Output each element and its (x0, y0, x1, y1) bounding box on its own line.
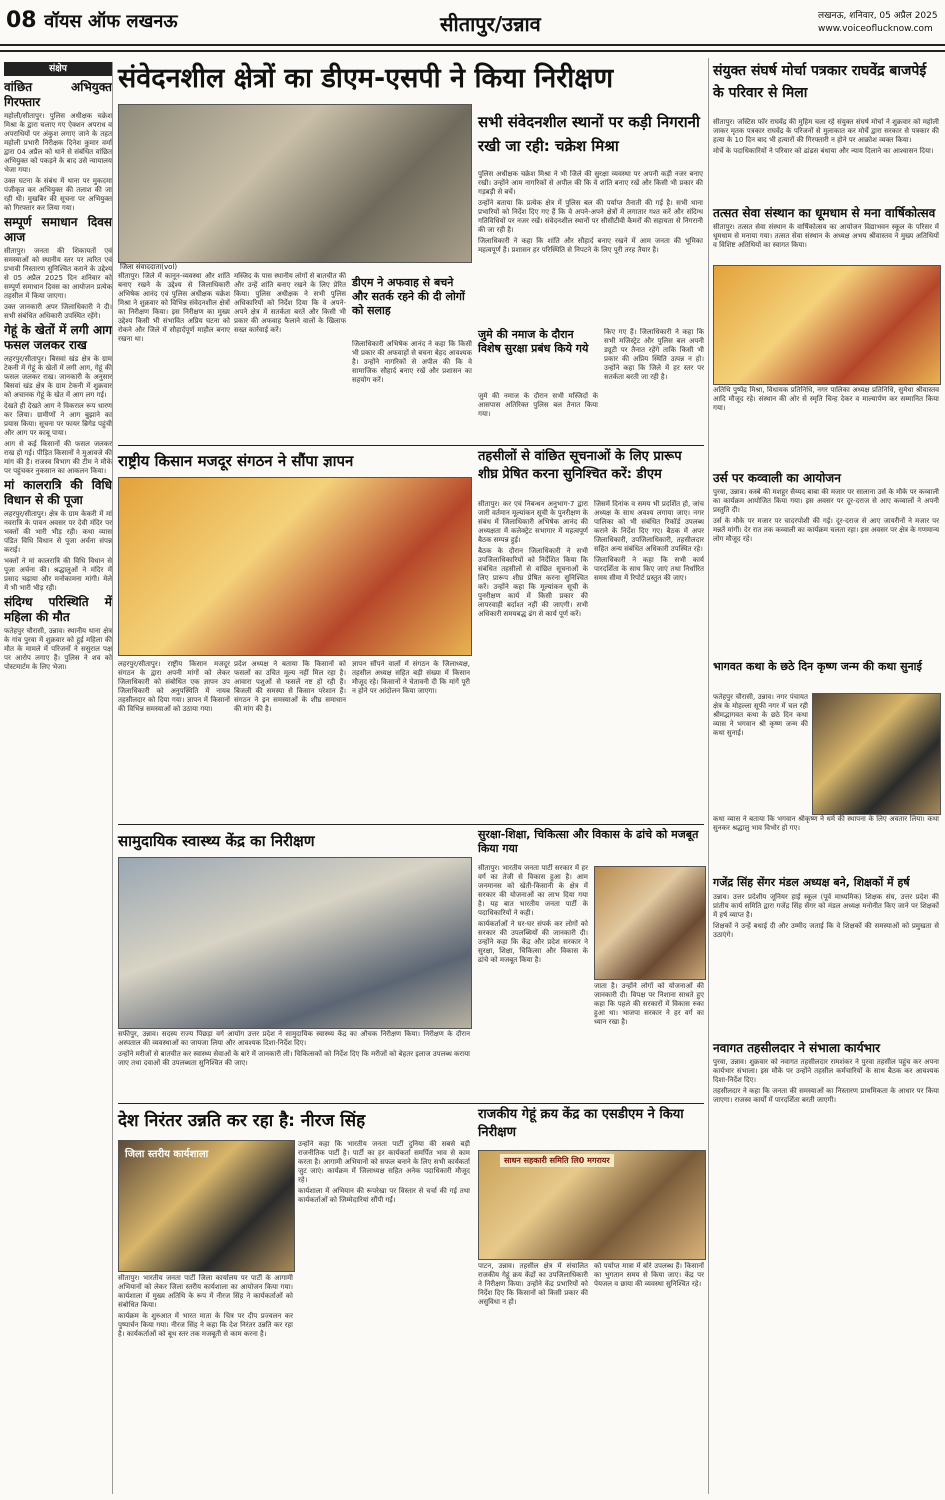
right5-text: उन्नाव। उत्तर प्रदेशीय जूनियर हाई स्कूल (पूर्व माध्यमिक) शिक्षक संघ, उत्तर प्रदेश की प्रांतीय कार्य समिति द्वारा गजेंद्र सिंह सेंगर को मंडल अध्यक्ष मनोनीत किए जाने पर शिक्षकों में हर्ष व्याप्त है। (713, 893, 939, 919)
header-rule (0, 50, 945, 52)
neeraj-extra3: कार्यशाला में अभियान की रूपरेखा पर विस्तार से चर्चा की गई तथा कार्यकर्ताओं को जिम्मेदारियां सौंपी गईं। (298, 1187, 470, 1204)
bjp-body-2 (594, 982, 704, 1100)
dateline: लखनऊ, शनिवार, 05 अप्रैल 2025 www.voiceoflucknow.com (818, 11, 938, 34)
mid2-col2-text2: जिलाधिकारी ने कहा कि सभी कार्य पारदर्शिता के साथ किए जाएं तथा निर्धारित समय सीमा में रिपोर्ट प्रस्तुत की जाए। (594, 556, 704, 582)
lead-body-col2 (234, 272, 346, 442)
brief-text-2: सीतापुर। जनता की शिकायतों एवं समस्याओं को स्थानीय स्तर पर त्वरित एवं प्रभावी निस्तारण सुनिश्चित कराने के उद्देश्य से 05 अप्रैल 2025 दिन शनिवार को सम्पूर्ण समाधान दिवस का आयोजन प्रत्येक तहसील में किया जाएगा। (4, 247, 112, 300)
right2-photo (713, 265, 941, 385)
neeraj-photo-caption: जिला स्तरीय कार्यशाला (125, 1149, 209, 1160)
brief-text-2b: उक्त जानकारी अपर जिलाधिकारी ने दी। सभी संबंधित अधिकारी उपस्थित रहेंगे। (4, 303, 112, 320)
health-body (118, 1030, 470, 1100)
wheat-extra: को पर्याप्त मात्रा में बोरे उपलब्ध हैं। किसानों का भुगतान समय से किया जाए। केंद्र पर पेयजल व छाया की व्यवस्था सुनिश्चित रहे। (594, 1262, 704, 1288)
right2-text2: अतिथि पुष्पेंद्र मिश्रा, विधायक प्रतिनिधि, नगर पालिका अध्यक्ष प्रतिनिधि, सुमेधा श्रीवास्तव आदि मौजूद रहे। संस्थान की ओर से स्मृति चिन्ह देकर व माल्यार्पण कर सम्मानित किया गया। (713, 386, 939, 412)
right4-headline: भागवत कथा के छठे दिन कृष्ण जन्म की कथा सुनाई (713, 660, 922, 673)
right6-extra: तहसीलदार ने कहा कि जनता की समस्याओं का निस्तारण प्राथमिकता के आधार पर किया जाएगा। राजस्व कार्यों में पारदर्शिता बरती जाएगी। (713, 1087, 939, 1104)
neeraj-extra: कार्यक्रम के शुरुआत में भारत माता के चित्र पर दीप प्रज्वलन कर पुष्पार्चन किया गया। नीरज सिंह ने कहा कि देश निरंतर उन्नति कर रहा है। कार्यकर्ताओं को बूथ स्तर तक मजबूती से काम करना है। (118, 1312, 293, 1338)
mid2-body-col1 (478, 500, 588, 820)
lead-body-col3 (352, 340, 472, 440)
lead-body3: पुलिस अधीक्षक चक्रेश मिश्रा ने भी जिले की सुरक्षा व्यवस्था पर अपनी कड़ी नजर बनाए रखी। उन्होंने आम नागरिकों से अपील की कि वे शांति बनाए रखें और किसी भी प्रकार की गड़बड़ी से बचें। (478, 170, 703, 196)
right4-photo (812, 693, 941, 815)
brief-text-1b: उक्त घटना के संबंध में थाना पर मुकदमा पंजीकृत कर अभियुक्त की तलाश की जा रही थी। मुखबिर की सूचना पर अभियुक्त को गिरफ्तार कर लिया गया। (4, 177, 112, 212)
right3-body (713, 488, 939, 660)
lead-kicker-2: जुमे की नमाज के दौरान विशेष सुरक्षा प्रबंध किये गये (478, 328, 589, 355)
brief-text-3: लहरपुर/सीतापुर। बिसवां खंड क्षेत्र के ग्राम टेकनी में गेहूं के खेतों में लगी आग, गेहूं की फसल जलकर राख। जानकारी के अनुसार बिसवां खंड क्षेत्र के ग्राम टेकनी में शुक्रवार को अचानक गेहूं के खेत में आग लग गई। (4, 355, 112, 399)
website-link[interactable]: www.voiceoflucknow.com (818, 24, 933, 34)
mid-body-col2 (234, 660, 346, 820)
mid-body-col1 (118, 660, 230, 820)
brief-text-3b: देखते ही देखते आग ने विकराल रूप धारण कर लिया। ग्रामीणों ने आग बुझाने का प्रयास किया। सूचना पर फायर ब्रिगेड पहुंची और आग पर काबू पाया। (4, 402, 112, 437)
right5-body (713, 893, 939, 1039)
lead-kicker-1: डीएम ने अफवाह से बचने और सतर्क रहने की दी लोगों को सलाह (352, 276, 465, 317)
bjp-text: सीतापुर। भारतीय जनता पार्टी सरकार में हर वर्ग का तेजी से विकास हुआ है। आम जनमानस को खेती-किसानी के क्षेत्र में सरकार की योजनाओं का लाभ दिया गया है। यह बात भारतीय जनता पार्टी के पदाधिकारियों ने कही। (478, 864, 588, 917)
right4-text: फतेहपुर चौरासी, उन्नाव। नगर पंचायत क्षेत्र के मोहल्ला सूफी नगर में चल रही श्रीमद्भागवत कथा के छठे दिन कथा व्यास ने भगवान श्री कृष्ण जन्म की कथा सुनाई। (713, 693, 808, 737)
section-title: सीतापुर/उन्नाव (440, 12, 541, 36)
lead-col5-text: जुमे की नमाज के दौरान सभी मस्जिदों के आसपास अतिरिक्त पुलिस बल तैनात किया गया। (478, 392, 598, 418)
bjp-headline: सुरक्षा-शिक्षा, चिकित्सा और विकास के ढांचे को मजबूत किया गया (478, 828, 699, 855)
right5-headline: गजेंद्र सिंह सेंगर मंडल अध्यक्ष बने, शिक्षकों में हर्ष (713, 876, 910, 889)
mid-photo (118, 477, 472, 656)
mid2-col2-text: जिसमें दिनांक व समय भी प्रदर्शित हो, जांच अध्यक्ष के साथ अवश्य लगाया जाए। नगर पालिका को भी संबंधित रिकॉर्ड उपलब्ध कराने के निर्देश दिए गए। बैठक में अपर जिलाधिकारी, उपजिलाधिकारी, तहसीलदार सहित अन्य संबंधित अधिकारी उपस्थित रहे। (594, 500, 704, 553)
wheat-headline: राजकीय गेहूं क्रय केंद्र का एसडीएम ने किया निरीक्षण (478, 1107, 684, 1140)
health-extra: उन्होंने मरीजों से बातचीत कर स्वास्थ्य सेवाओं के बारे में जानकारी ली। चिकित्सकों को निर्देश दिए कि मरीजों को बेहतर इलाज उपलब्ध कराया जाए तथा दवाओं की उपलब्धता सुनिश्चित की जाए। (118, 1050, 470, 1067)
lead-photo (118, 104, 472, 263)
right6-text: पुरवा, उन्नाव। शुक्रवार को नवागत तहसीलदार रामशंकर ने पुरवा तहसील पहुंच कर अपना कार्यभार संभाला। इस मौके पर उन्होंने तहसील कर्मचारियों के साथ बैठक कर आवश्यक दिशा-निर्देश दिए। (713, 1058, 939, 1084)
wheat-text: पाटन, उन्नाव। तहसील क्षेत्र में संचालित राजकीय गेहूं क्रय केंद्रों का उपजिलाधिकारी ने निरीक्षण किया। उन्होंने केंद्र प्रभारियों को निर्देश दिए कि किसानों को किसी प्रकार की असुविधा न हो। (478, 1262, 588, 1306)
rule-3 (118, 1103, 704, 1104)
right-top-text: सीतापुर। जस्टिस फॉर राघवेंद्र की मुहिम चला रहे संयुक्त संघर्ष मोर्चा ने शुक्रवार को महोली जाकर मृतक पत्रकार राघवेंद्र के परिजनों से मुलाकात कर मोर्चे द्वारा सरकार से पत्रकार की हत्या के 10 दिन बाद भी हत्यारों की गिरफ्तारी न होने पर आक्रोश व्यक्त किया। (713, 118, 939, 144)
right2-text: सीतापुर। तत्सत सेवा संस्थान के वार्षिकोत्सव का आयोजन विद्याभवन स्कूल के परिसर में धूमधाम से मनाया गया। तत्सत सेवा संस्थान के अध्यक्ष अभय श्रीवास्तव ने मुख्य अतिथियों व विशिष्ट अतिथियों का स्वागत किया। (713, 223, 939, 249)
health-text: सफीपुर, उन्नाव। सदस्य राज्य पिछड़ा वर्ग आयोग उत्तर प्रदेश ने सामुदायिक स्वास्थ्य केंद्र का औचक निरीक्षण किया। निरीक्षण के दौरान अस्पताल की व्यवस्थाओं का जायजा लिया और आवश्यक दिशा-निर्देश दिए। (118, 1030, 470, 1047)
brief-title-3: गेहूं के खेतों में लगी आग फसल जलकर राख (4, 323, 112, 352)
right-top-headline: संयुक्त संघर्ष मोर्चा पत्रकार राघवेंद्र बाजपेई के परिवार से मिला (713, 63, 927, 101)
right4-extra: कथा व्यास ने बताया कि भगवान श्रीकृष्ण ने धर्म की स्थापना के लिए अवतार लिया। कथा सुनकर श्रद्धालु भाव विभोर हो गए। (713, 815, 939, 832)
mid2-headline: तहसीलों से वांछित सूचनाओं के लिए प्रारूप शीघ्र प्रेषित करना सुनिश्चित करें: डीएम (478, 449, 682, 482)
mid-body-col3 (352, 660, 470, 820)
neeraj-extra2: उन्होंने कहा कि भारतीय जनता पार्टी दुनिया की सबसे बड़ी राजनीतिक पार्टी है। पार्टी का हर कार्यकर्ता समर्पित भाव से काम करता है। आगामी अभियानों को सफल बनाने के लिए सभी कार्यकर्ता जुट जाएं। कार्यक्रम में जिलाध्यक्ष सहित अनेक पदाधिकारी मौजूद रहे। (298, 1140, 470, 1184)
lead-extra2: जिलाधिकारी ने कहा कि शांति और सौहार्द बनाए रखने में आम जनता की भूमिका महत्वपूर्ण है। प्रशासन हर परिस्थिति से निपटने के लिए पूरी तरह तैयार है। (478, 237, 703, 254)
right6-headline: नवागत तहसीलदार ने संभाला कार्यभार (713, 1041, 880, 1055)
brief-title-2: सम्पूर्ण समाधान दिवस आज (4, 215, 112, 244)
right2-headline: तत्सत सेवा संस्थान का धूमधाम से मना वार्षिकोत्सव (713, 206, 936, 220)
lead-photo-caption: जिला संवाददाता(vol) (120, 263, 178, 271)
right2-body-2 (713, 386, 939, 468)
brief-title-5: संदिग्ध परिस्थिति में महिला की मौत (4, 595, 112, 624)
lead-col2-text: मस्जिद के पास स्थानीय लोगों से बातचीत की और उन्हें शांति बनाए रखने के लिए प्रेरित किया। पुलिस अधीक्षक ने सभी पुलिस अधिकारियों को निर्देश दिया कि वे अपने-अपने क्षेत्र में सतर्कता बरतें और किसी भी प्रकार की अफवाह फैलाने वालों के खिलाफ सख्त कार्रवाई करें। (234, 272, 346, 334)
brief-text-1: महोली/सीतापुर। पुलिस अधीक्षक चक्रेश मिश्रा के द्वारा चलाए गए ऐक्शन अपराध व अपराधियों पर अंकुश लगाए जाने के तहत महोली प्रभारी निरीक्षक दिनेश कुमार वर्मा द्वारा 04 अप्रैल को थाने से संबंधित वांछित अभियुक्त को पकड़ने के बाद उसे न्यायालय भेजा गया। (4, 112, 112, 174)
neeraj-headline: देश निरंतर उन्नति कर रहा है: नीरज सिंह (118, 1111, 366, 1131)
health-photo (118, 857, 472, 1029)
right-top-body (713, 118, 939, 204)
mid2-body: सीतापुर। कर एवं निबन्धन अनुभाग-7 द्वारा जारी वर्तमान मूल्यांकन सूची के पुनरीक्षण के संबंध में जिलाधिकारी अभिषेक आनंद की अध्यक्षता में कलेक्ट्रेट सभागार में महत्वपूर्ण बैठक सम्पन्न हुई। (478, 500, 588, 544)
right-top-extra: मोर्चे के पदाधिकारियों ने परिवार को ढांढस बंधाया और न्याय दिलाने का आश्वासन दिया। (713, 147, 934, 155)
bjp-extra2: जाता है। उन्होंने लोगों को योजनाओं की जानकारी दी। विपक्ष पर निशाना साधते हुए कहा कि पहले की सरकारों में विकास रुका हुआ था। भाजपा सरकार ने हर वर्ग का ध्यान रखा है। (594, 982, 704, 1026)
right3-headline: उर्स पर कव्वाली का आयोजन (713, 471, 841, 485)
lead-extra1: उन्होंने बताया कि प्रत्येक क्षेत्र में पुलिस बल की पर्याप्त तैनाती की गई है। सभी थाना प्रभारियों को निर्देश दिए गए हैं कि वे अपने-अपने क्षेत्रों में लगातार गश्त करें और संदिग्ध गतिविधियों पर नजर रखें। संवेदनशील स्थानों पर सीसीटीवी कैमरों की सहायता से निगरानी की जा रही है। (478, 199, 703, 234)
right6-body (713, 1058, 939, 1494)
right5-extra: शिक्षकों ने उन्हें बधाई दी और उम्मीद जताई कि वे शिक्षकों की समस्याओं को प्रमुखता से उठाएंगे। (713, 922, 939, 939)
wheat-body-2 (594, 1262, 704, 1494)
right2-body (713, 223, 939, 263)
rule-2 (118, 824, 704, 825)
wheat-body (478, 1262, 588, 1494)
mid2-body-col2 (594, 500, 704, 820)
lead-subhead: सभी संवेदनशील स्थानों पर कड़ी निगरानी रखी जा रही: चक्रेश मिश्रा (478, 113, 700, 155)
brief-column (4, 62, 113, 1494)
right3-text: पुरवा, उन्नाव। कस्बे की मशहूर सैय्यद बाबा की मजार पर सालाना उर्स के मौके पर कव्वाली का कार्यक्रम आयोजित किया गया। इस अवसर पर दूर-दराज से आए कव्वालों ने अपनी प्रस्तुति दी। (713, 488, 939, 514)
brief-text-4b: भक्तों ने मां कालरात्रि की विधि विधान से पूजा अर्चना की। श्रद्धालुओं ने मंदिर में प्रसाद चढ़ाया और मनोकामना मांगी। मेले में भी भारी भीड़ रही। (4, 557, 112, 592)
lead-body-col6 (604, 328, 704, 442)
brief-text-5: फतेहपुर चौरासी, उन्नाव। स्थानीय थाना क्षेत्र के गांव पुरवा में शुक्रवार को हुई महिला की मौत के मामले में परिजनों ने ससुराल पक्ष पर आरोप लगाए हैं। पुलिस ने शव को पोस्टमार्टम के लिए भेजा। (4, 627, 112, 671)
mid-col3-text: ज्ञापन सौंपने वालों में संगठन के जिलाध्यक्ष, तहसील अध्यक्ष सहित बड़ी संख्या में किसान मौजूद रहे। किसानों ने चेतावनी दी कि मांगें पूरी न होने पर आंदोलन किया जाएगा। (352, 660, 470, 695)
bjp-body (478, 864, 588, 1100)
brief-text-4: लहरपुर/सीतापुर। क्षेत्र के ग्राम केकरी में मां नवरात्रि के पावन अवसर पर देवी मंदिर पर भक्तों की भारी भीड़ रही। कथा व्यास पंडित विधि विधान से पूजा अर्चना संपन्न कराई। (4, 510, 112, 554)
brief-label: संक्षेप (4, 62, 112, 76)
bjp-extra: कार्यकर्ताओं ने घर-घर संपर्क कर लोगों को सरकार की उपलब्धियों की जानकारी दी। उन्होंने कहा कि केंद्र और प्रदेश सरकार ने सुरक्षा, शिक्षा, चिकित्सा और विकास के ढांचे को मजबूत किया है। (478, 920, 588, 964)
mid-headline: राष्ट्रीय किसान मजदूर संगठन ने सौंपा ज्ञापन (118, 452, 354, 470)
right3-extra: उर्स के मौके पर मजार पर चादरपोशी की गई। दूर-दराज से आए जायरीनों ने मजार पर मन्नतें मांगीं। देर रात तक कव्वाली का कार्यक्रम चलता रहा। इस अवसर पर क्षेत्र के गणमान्य लोग मौजूद रहे। (713, 517, 939, 543)
wheat-sign: साधन सहकारी समिति लि0 मगरायर (500, 1154, 614, 1167)
lead-body-col4 (478, 170, 703, 322)
mid-body: लहरपुर/सीतापुर। राष्ट्रीय किसान मजदूर संगठन के द्वारा अपनी मांगों को लेकर जिलाधिकारी को संबोधित एक ज्ञापन उप जिलाधिकारी को अनुपस्थिति में नायब तहसीलदार को दिया गया। ज्ञापन में किसानों की विभिन्न समस्याओं को उठाया गया। (118, 660, 230, 713)
lead-body-col5 (478, 392, 598, 442)
lead-headline: संवेदनशील क्षेत्रों का डीएम-एसपी ने किया निरीक्षण (118, 63, 614, 94)
right-column-rule (708, 58, 709, 1494)
mid2-col1-text: बैठक के दौरान जिलाधिकारी ने सभी उपजिलाधिकारियों को निर्देशित किया कि संबंधित तहसीलों से वांछित सूचनाओं के लिए प्रारूप शीघ्र प्रेषित करना सुनिश्चित करें। उन्होंने कहा कि मूल्यांकन सूची के पुनरीक्षण कार्य में किसी प्रकार की लापरवाही बर्दाश्त नहीं की जाएगी। सभी अधिकारी समयबद्ध ढंग से कार्य पूर्ण करें। (478, 547, 588, 618)
lead-body-col1 (118, 272, 230, 442)
neeraj-body-1 (118, 1274, 293, 1494)
brief-text-3c: आग से कई किसानों की फसल जलकर राख हो गई। पीड़ित किसानों ने मुआवजे की मांग की है। राजस्व विभाग की टीम ने मौके पर पहुंचकर नुकसान का आकलन किया। (4, 440, 112, 475)
health-headline: सामुदायिक स्वास्थ्य केंद्र का निरीक्षण (118, 832, 315, 850)
lead-col6-text: किए गए हैं। जिलाधिकारी ने कहा कि सभी मजिस्ट्रेट और पुलिस बल अपनी ड्यूटी पर तैनात रहेंगे ताकि किसी भी प्रकार की अप्रिय स्थिति उत्पन्न न हो। उन्होंने कहा कि जिले में हर स्तर पर सतर्कता बरती जा रही है। (604, 328, 704, 381)
right4-body (713, 693, 808, 813)
brief-title-4: मां कालरात्रि की विधि विधान से की पूजा (4, 478, 112, 507)
neeraj-text: सीतापुर। भारतीय जनता पार्टी जिला कार्यालय पर पार्टी के आगामी अभियानों को लेकर जिला स्तरीय कार्यशाला का आयोजन किया गया। कार्यशाला में मुख्य अतिथि के रूप में नीरज सिंह ने कार्यकर्ताओं को संबोधित किया। (118, 1274, 293, 1309)
right4-body-2 (713, 815, 939, 870)
mid-col2-text: प्रदेश अध्यक्ष ने बताया कि किसानों को फसलों का उचित मूल्य नहीं मिल रहा है। आवारा पशुओं से फसलें नष्ट हो रही हैं। बिजली की समस्या से किसान परेशान हैं। संगठन ने इन समस्याओं के शीघ्र समाधान की मांग की है। (234, 660, 346, 713)
brief-title-1: वांछित अभियुक्त गिरफ्तार (4, 80, 112, 109)
lead-body2: जिलाधिकारी अभिषेक आनंद ने कहा कि किसी भी प्रकार की अफवाहों से बचना बेहद आवश्यक है। उन्होंने नागरिकों से अपील की कि वे सामाजिक सौहार्द बनाए रखें और प्रशासन का सहयोग करें। (352, 340, 472, 384)
lead-body: सीतापुर। जिले में कानून-व्यवस्था और शांति बनाए रखने के उद्देश्य से जिलाधिकारी अभिषेक आनंद एवं पुलिस अधीक्षक चक्रेश मिश्रा ने शुक्रवार को विभिन्न संवेदनशील क्षेत्रों का निरीक्षण किया। इस निरीक्षण का मुख्य उद्देश्य किसी भी संभावित अप्रिय घटना को रोकने और जिले में सौहार्दपूर्ण माहौल बनाए रखना था। (118, 272, 230, 343)
neeraj-body-2 (298, 1140, 470, 1494)
page-number: 08 वॉयस ऑफ लखनऊ (6, 8, 178, 33)
bjp-photo (594, 866, 706, 980)
rule-1 (118, 445, 704, 446)
